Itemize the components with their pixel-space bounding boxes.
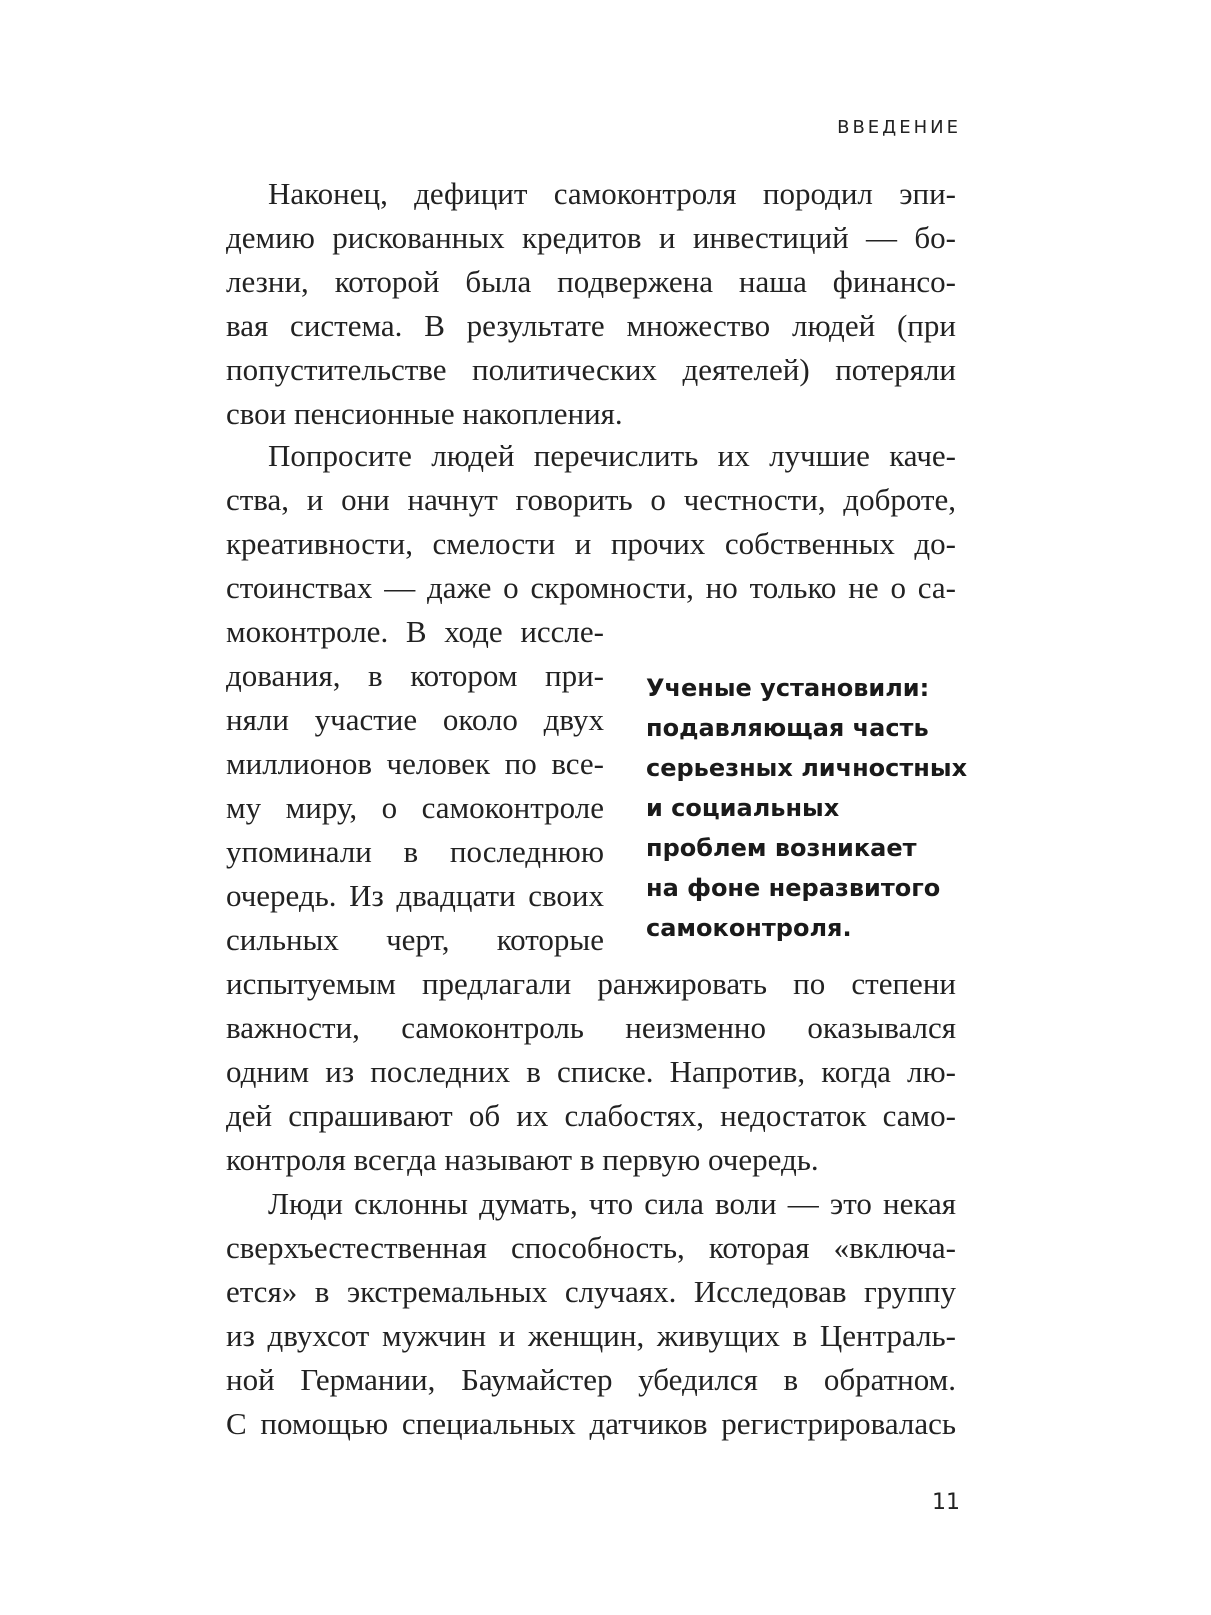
text-line: важности, самоконтроль неизменно оказывался (226, 1010, 956, 1045)
text-line: вая система. В результате множество людей (при (226, 308, 956, 343)
pull-quote-line: серьезных личностных (646, 754, 968, 782)
text-line: дования, в котором при- (226, 658, 604, 693)
pull-quote-line: самоконтроля. (646, 914, 852, 942)
page-number: 11 (932, 1490, 960, 1515)
text-line: свои пенсионные накопления. (226, 396, 623, 431)
running-head: ВВЕДЕНИЕ (837, 117, 961, 138)
text-line: няли участие около двух (226, 702, 604, 737)
pull-quote-line: на фоне неразвитого (646, 874, 941, 902)
text-line: контроля всегда называют в первую очередь. (226, 1142, 819, 1177)
text-line: Наконец, дефицит самоконтроля породил эпи- (268, 176, 956, 211)
text-line: ной Германии, Баумайстер убедился в обратном. (226, 1362, 956, 1397)
pull-quote-line: и социальных (646, 794, 840, 822)
pull-quote (646, 668, 1006, 948)
text-line: очередь. Из двадцати своих (226, 878, 604, 913)
text-line: ется» в экстремальных случаях. Исследовав группу (226, 1274, 956, 1309)
text-line: из двухсот мужчин и женщин, живущих в Централь- (226, 1318, 956, 1353)
text-line: моконтроле. В ходе иссле- (226, 614, 604, 649)
text-line: попустительстве политических деятелей) потеряли (226, 352, 956, 387)
text-line: ства, и они начнут говорить о честности, доброте, (226, 482, 956, 517)
pull-quote-line: подавляющая часть (646, 714, 929, 742)
text-line: дей спрашивают об их слабостях, недостаток само- (226, 1098, 956, 1133)
pull-quote-line: проблем возникает (646, 834, 917, 862)
text-line: упоминали в последнюю (226, 834, 604, 869)
text-line: му миру, о самоконтроле (226, 790, 604, 825)
text-line: Попросите людей перечислить их лучшие каче- (268, 438, 956, 473)
text-line: сильных черт, которые (226, 922, 604, 957)
text-line: С помощью специальных датчиков регистрировалась (226, 1406, 956, 1441)
text-line: Люди склонны думать, что сила воли — это некая (268, 1186, 956, 1221)
text-line: сверхъестественная способность, которая «включа- (226, 1230, 956, 1265)
text-line: миллионов человек по все- (226, 746, 604, 781)
text-line: испытуемым предлагали ранжировать по степени (226, 966, 956, 1001)
text-line: лезни, которой была подвержена наша финансо- (226, 264, 956, 299)
text-line: одним из последних в списке. Напротив, когда лю- (226, 1054, 956, 1089)
text-line: креативности, смелости и прочих собственных до- (226, 526, 956, 561)
pull-quote-line: Ученые установили: (646, 674, 930, 702)
text-line: демию рискованных кредитов и инвестиций — бо- (226, 220, 956, 255)
text-line: стоинствах — даже о скромности, но только не о са- (226, 570, 956, 605)
